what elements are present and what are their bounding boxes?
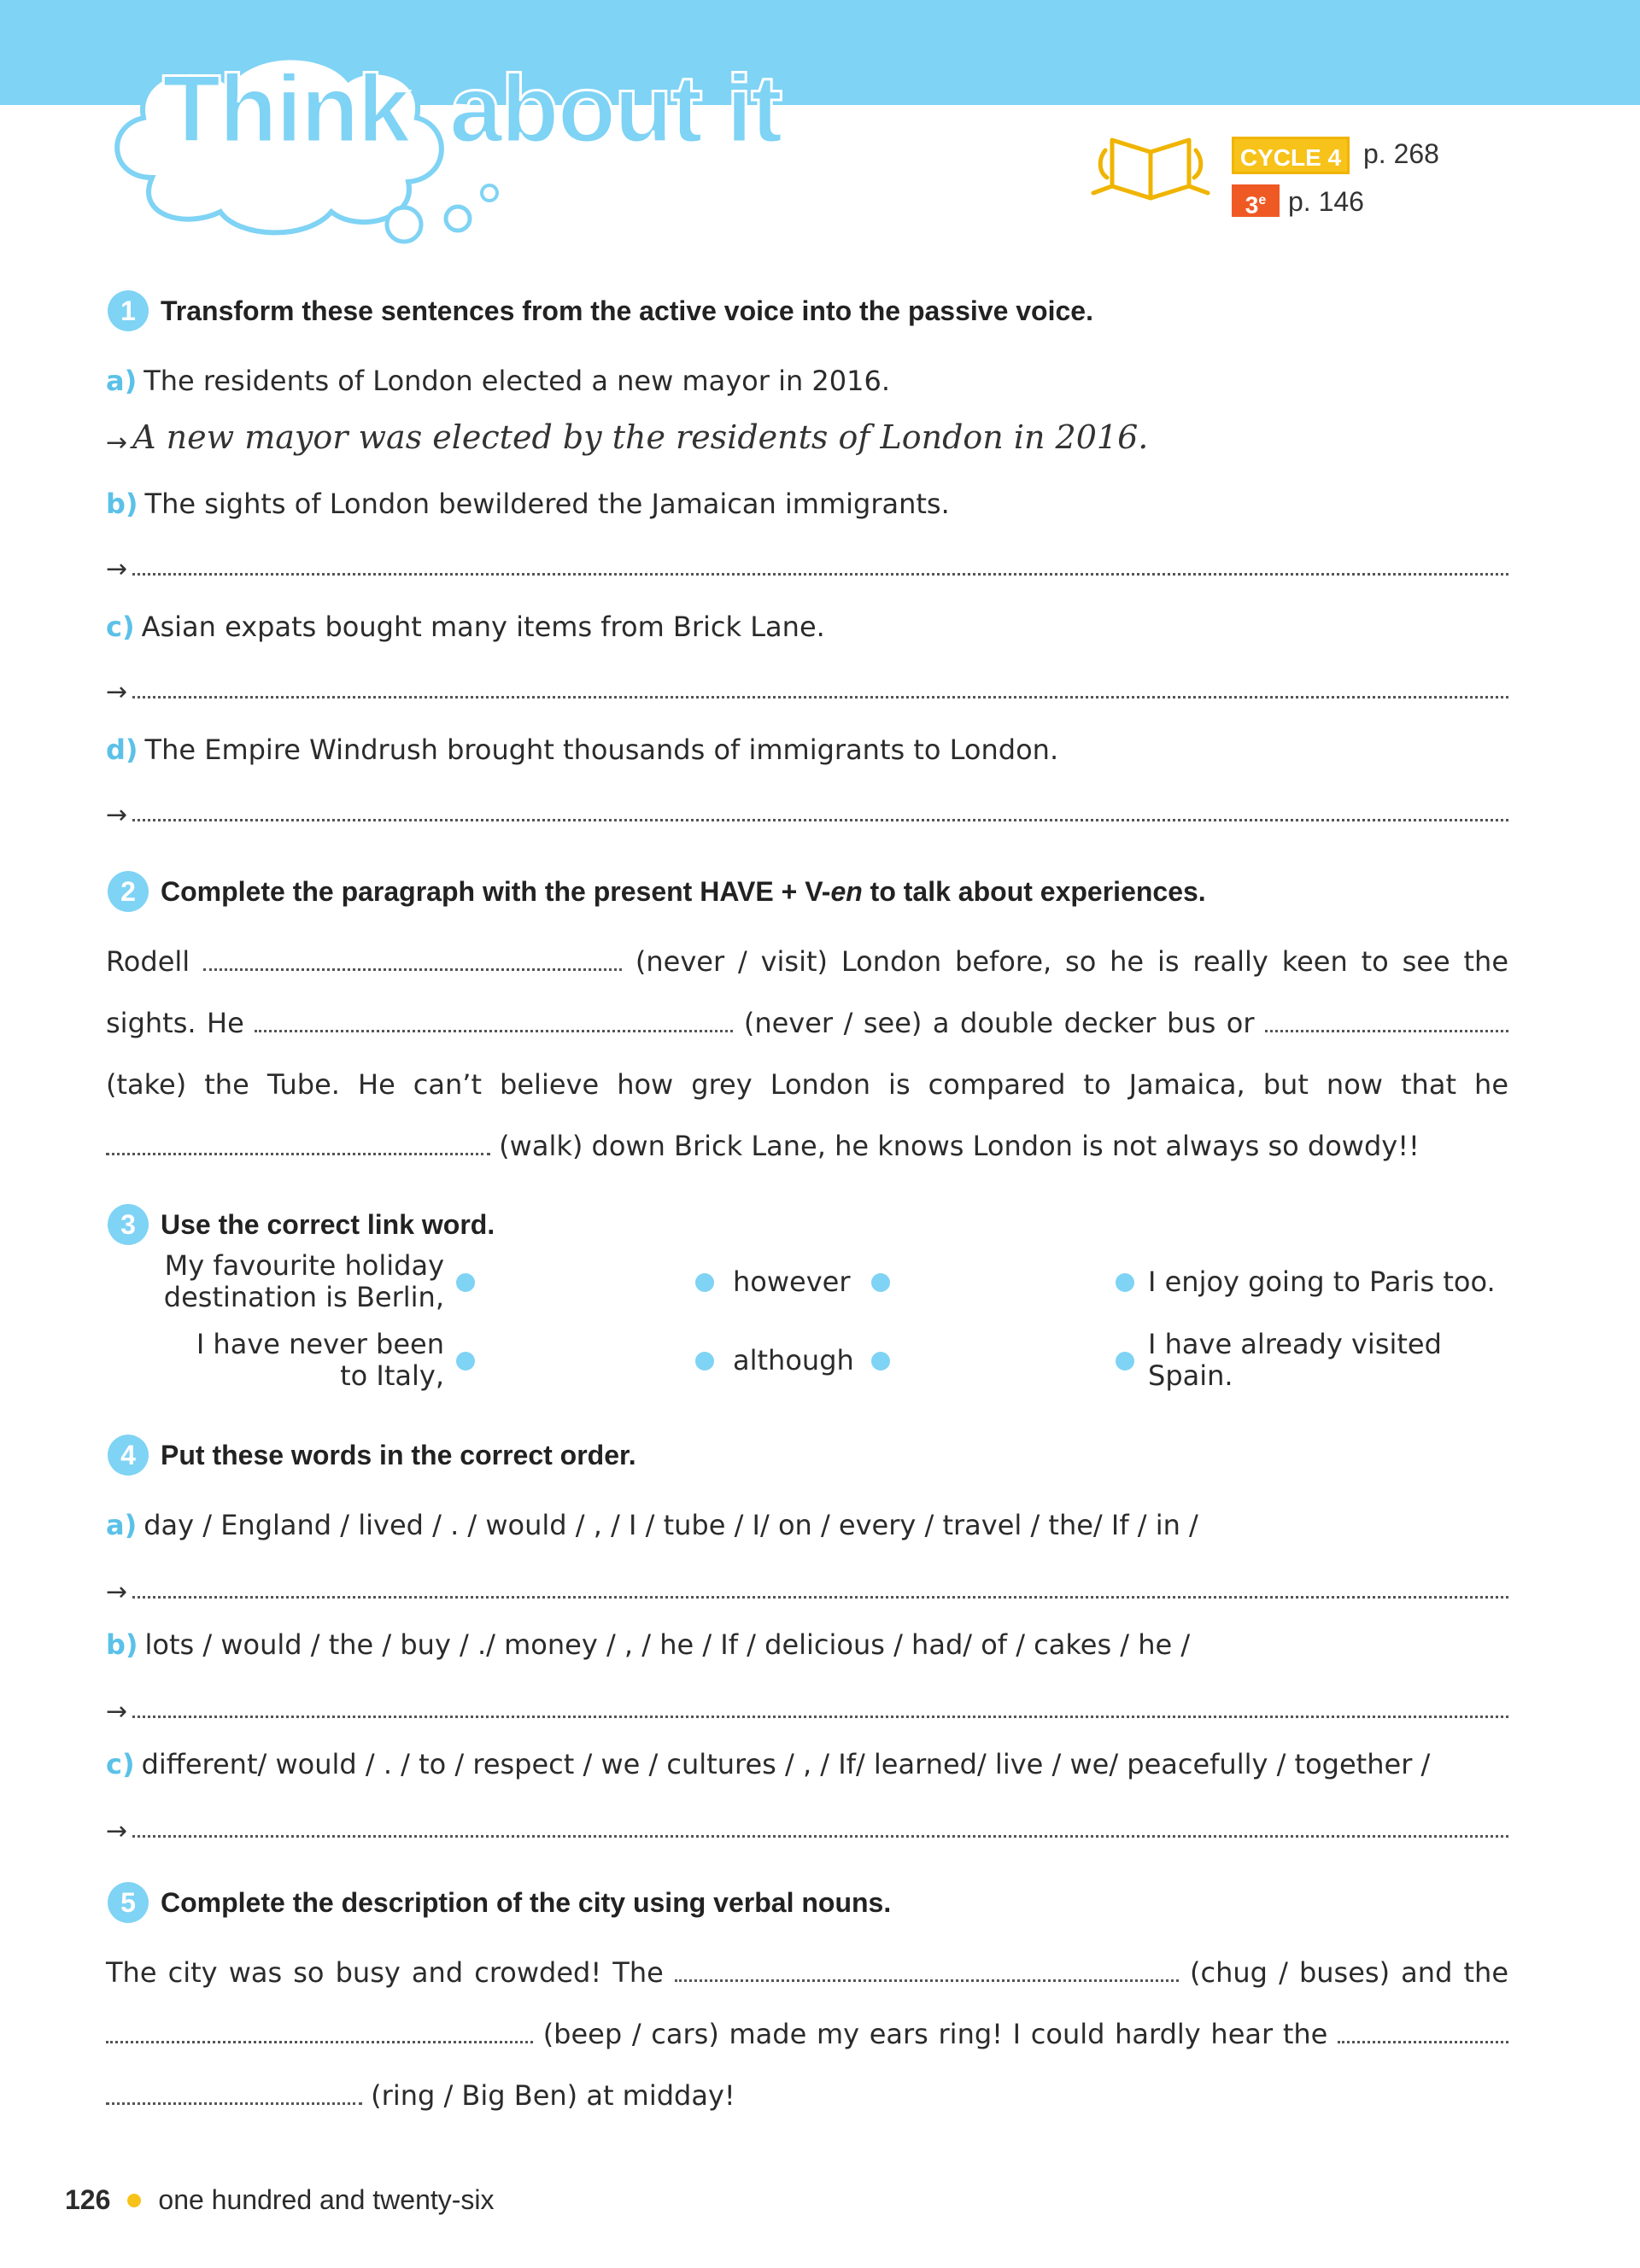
match-left-2: I have never been to Italy, bbox=[196, 1328, 444, 1392]
blank-field[interactable] bbox=[255, 1008, 733, 1032]
exercise-2-heading bbox=[108, 871, 1206, 912]
exercise-2-paragraph: Rodell (never / visit) London before, so he is really keen to see the sights. He (never / see) a double decker bus or (take) the Tube. He can’t believe how grey London is compared to Jamaica, but now that he (walk) down Brick Lane, he knows London is not always so dowdy!! bbox=[106, 945, 1509, 1162]
arrow-icon: → bbox=[106, 554, 128, 584]
match-right-1: I enjoy going to Paris too. bbox=[1148, 1266, 1496, 1298]
blank-field[interactable] bbox=[203, 946, 622, 971]
cycle-4-badge: CYCLE 4 bbox=[1232, 137, 1350, 174]
book-reading-icon bbox=[1086, 133, 1215, 203]
blank-field[interactable] bbox=[106, 2019, 533, 2043]
answer-line-4a[interactable] bbox=[106, 1568, 1508, 1605]
sentence-d: d) The Empire Windrush brought thousands of immigrants to London. bbox=[106, 734, 1059, 766]
sentence-b: b) The sights of London bewildered the Jamaican immigrants. bbox=[106, 488, 950, 520]
handwritten-answer: A new mayor was elected by the residents of London in 2016. bbox=[132, 418, 1149, 456]
exercise-number: 4 bbox=[108, 1435, 149, 1476]
third-page-ref: p. 146 bbox=[1288, 186, 1364, 217]
bullet-dot-icon bbox=[127, 2194, 141, 2207]
word-order-c: c) different/ would / . / to / respect / we / cultures / , / If/ learned/ live / we/ peacefully / together / bbox=[106, 1748, 1431, 1780]
blank-field[interactable] bbox=[106, 1131, 490, 1155]
exercise-5-paragraph: The city was so busy and crowded! The (chug / buses) and the (beep / cars) made my ears ring! I could hardly hear the (ring / Big Ben) at midday! bbox=[106, 1956, 1509, 2112]
link-word-however: however bbox=[733, 1266, 851, 1298]
match-dot[interactable] bbox=[871, 1352, 890, 1371]
exercise-5-heading bbox=[108, 1882, 891, 1923]
page-number-words: one hundred and twenty-six bbox=[158, 2184, 495, 2215]
link-word-although: although bbox=[733, 1344, 854, 1377]
arrow-icon: → bbox=[106, 800, 128, 830]
match-dot[interactable] bbox=[871, 1273, 890, 1292]
page-footer bbox=[65, 2184, 495, 2216]
arrow-icon: → bbox=[106, 1697, 128, 1727]
exercise-number: 1 bbox=[108, 290, 149, 331]
blank-field[interactable] bbox=[1338, 2019, 1508, 2043]
blank-field[interactable] bbox=[1265, 1008, 1508, 1032]
match-dot[interactable] bbox=[695, 1273, 714, 1292]
match-dot[interactable] bbox=[456, 1273, 475, 1292]
exercise-4-heading bbox=[108, 1435, 636, 1476]
cycle-page-ref: p. 268 bbox=[1363, 138, 1439, 169]
exercise-title: Complete the paragraph with the present HAVE + V-en to talk about experiences. bbox=[161, 875, 1206, 907]
exercise-title: Complete the description of the city using verbal nouns. bbox=[161, 1886, 892, 1918]
sentence-c: c) Asian expats bought many items from Brick Lane. bbox=[106, 611, 825, 643]
arrow-icon: → bbox=[106, 1577, 128, 1607]
third-grade-badge: 3e bbox=[1232, 184, 1280, 217]
word-order-b: b) lots / would / the / buy / ./ money / , / he / If / delicious / had/ of / cakes / he / bbox=[106, 1628, 1191, 1661]
match-dot[interactable] bbox=[456, 1352, 475, 1371]
blank-field[interactable] bbox=[106, 2080, 362, 2105]
answer-line-d[interactable] bbox=[106, 791, 1508, 828]
arrow-icon: → bbox=[106, 677, 128, 707]
exercise-number: 2 bbox=[108, 871, 149, 912]
match-right-2: I have already visited Spain. bbox=[1148, 1328, 1442, 1392]
match-left-1: My favourite holiday destination is Berlin, bbox=[163, 1249, 444, 1313]
word-order-a: a) day / England / lived / . / would / , / I / tube / I/ on / every / travel / the/ If / in / bbox=[106, 1509, 1198, 1541]
exercise-title: Put these words in the correct order. bbox=[161, 1439, 636, 1470]
page-number: 126 bbox=[65, 2184, 111, 2215]
exercise-title: Use the correct link word. bbox=[161, 1208, 495, 1240]
blank-field[interactable] bbox=[675, 1957, 1179, 1982]
exercise-3-heading bbox=[108, 1204, 495, 1245]
arrow-icon: → bbox=[106, 1816, 128, 1846]
answer-line-a[interactable] bbox=[106, 418, 1508, 456]
answer-line-4c[interactable] bbox=[106, 1807, 1508, 1844]
page-title-think: Think bbox=[162, 56, 409, 162]
exercise-number: 3 bbox=[108, 1204, 149, 1245]
match-dot[interactable] bbox=[1116, 1273, 1134, 1292]
answer-line-c[interactable] bbox=[106, 668, 1508, 705]
exercise-title: Transform these sentences from the active voice into the passive voice. bbox=[161, 295, 1093, 326]
page-title-about: about it bbox=[449, 56, 782, 162]
arrow-icon: → bbox=[106, 428, 128, 458]
match-dot[interactable] bbox=[1116, 1352, 1134, 1371]
exercise-number: 5 bbox=[108, 1882, 149, 1923]
exercise-1-heading bbox=[108, 290, 1093, 331]
sentence-a: a) The residents of London elected a new mayor in 2016. bbox=[106, 365, 891, 397]
answer-line-b[interactable] bbox=[106, 545, 1508, 582]
answer-line-4b[interactable] bbox=[106, 1687, 1508, 1725]
match-dot[interactable] bbox=[695, 1352, 714, 1371]
